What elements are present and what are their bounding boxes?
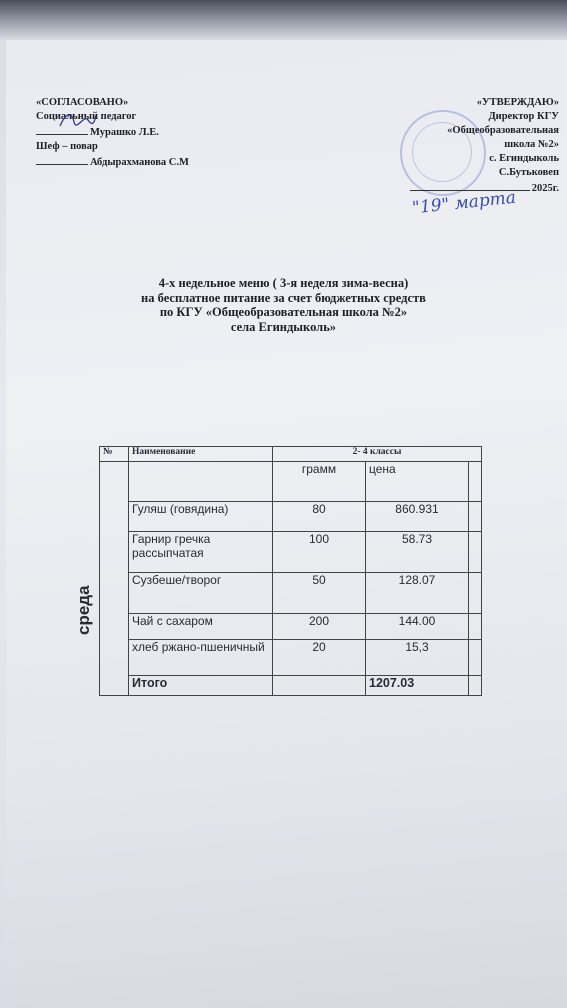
table-row — [100, 573, 482, 614]
header-num: № — [100, 447, 129, 462]
approved-line-1: Директор КГУ — [488, 111, 559, 122]
table-row — [100, 640, 482, 676]
dish-price: 58.73 — [366, 532, 469, 573]
dish-name: Гарнир гречка рассыпчатая — [129, 532, 273, 573]
total-gram-empty — [273, 676, 366, 696]
day-label: среда — [74, 585, 93, 635]
signature-line — [36, 154, 88, 165]
dish-gram: 50 — [273, 573, 366, 614]
subheader-gram: грамм — [273, 462, 366, 502]
spacer-cell — [469, 573, 482, 614]
title-line-1: 4-х недельное меню ( 3-я неделя зима-весна) — [158, 276, 409, 290]
dish-gram: 20 — [273, 640, 366, 676]
dish-price: 860.931 — [366, 502, 469, 532]
dish-gram: 200 — [273, 614, 366, 640]
approved-line-5: С.Бутьковеп — [498, 167, 559, 178]
approved-line-4: с. Егиндыколь — [489, 153, 559, 164]
table-row — [100, 614, 482, 640]
agreed-role-chef: Шеф – повар — [36, 141, 98, 152]
handwritten-date: "19" марта — [411, 187, 517, 219]
title-line-3: по КГУ «Общеобразовательная школа №2» — [159, 305, 408, 319]
approved-heading: «УТВЕРЖДАЮ» — [476, 97, 559, 108]
agreed-signer-2: Абдырахманова С.М — [36, 154, 189, 170]
table-row — [100, 532, 482, 573]
dish-price: 15,3 — [366, 640, 469, 676]
title-line-2: на бесплатное питание за счет бюджетных средств — [141, 290, 426, 305]
approved-line-2: «Общеобразовательная — [447, 125, 559, 136]
header-name: Наименование — [129, 447, 273, 462]
dish-gram: 100 — [273, 532, 366, 573]
dish-name: Чай с сахаром — [129, 614, 273, 640]
title-line-4: села Егиндыколь» — [230, 319, 337, 334]
document-title — [0, 276, 567, 334]
total-label: Итого — [129, 676, 273, 696]
dish-price: 128.07 — [366, 573, 469, 614]
menu-table — [74, 446, 482, 696]
table-subheader-row — [100, 462, 482, 502]
subheader-empty — [129, 462, 273, 502]
total-row — [100, 676, 482, 696]
approval-approved-block — [410, 96, 559, 196]
spacer-cell — [469, 502, 482, 532]
subheader-price: цена — [366, 462, 469, 502]
agreed-signer-1: Мурашко Л.Е. — [36, 124, 189, 140]
spacer-cell — [469, 532, 482, 573]
agreed-heading: «СОГЛАСОВАНО» — [36, 97, 129, 108]
dish-name: Гуляш (говядина) — [129, 502, 273, 532]
day-cell — [74, 462, 129, 696]
total-price: 1207.03 — [366, 676, 469, 696]
table-row — [100, 502, 482, 532]
spacer-cell — [469, 462, 482, 502]
spacer-cell — [469, 614, 482, 640]
spacer-cell — [469, 640, 482, 676]
spacer-cell — [469, 676, 482, 696]
dish-name: Сузбеше/творог — [129, 573, 273, 614]
handwritten-signature — [58, 108, 98, 130]
photo-top-edge — [0, 0, 567, 40]
table-header-row — [100, 447, 482, 462]
dish-name: хлеб ржано-пшеничный — [129, 640, 273, 676]
dish-price: 144.00 — [366, 614, 469, 640]
approved-line-3: школа №2» — [504, 139, 559, 150]
dish-gram: 80 — [273, 502, 366, 532]
approved-date-line: 2025г. — [410, 180, 559, 196]
agreed-role-social: Социальный педагог — [36, 111, 137, 122]
header-classes: 2- 4 классы — [273, 447, 482, 462]
